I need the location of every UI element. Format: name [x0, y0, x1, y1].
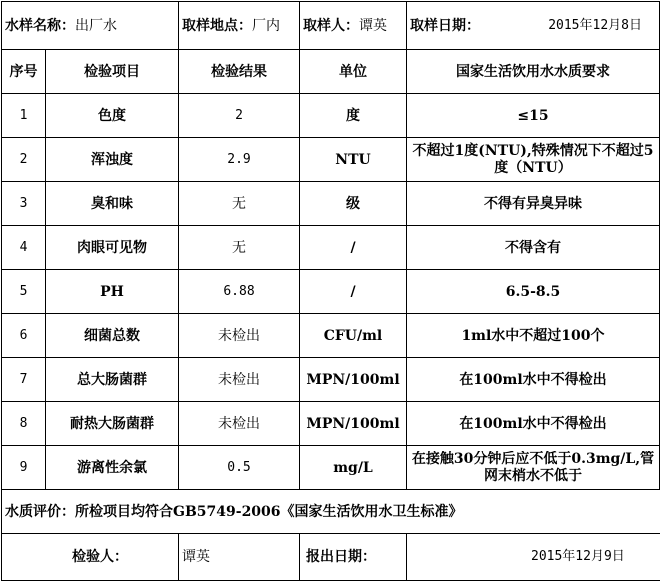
row-standard: 在接触30分钟后应不低于0.3mg/L,管网末梢水不低于 — [411, 450, 655, 484]
row-no: 9 — [2, 446, 46, 490]
row-standard: 不得有异臭异味 — [407, 182, 660, 226]
row-standard: 不超过1度(NTU),特殊情况下不超过5度（NTU） — [407, 138, 660, 182]
row-standard: ≤15 — [407, 94, 660, 138]
table-row — [2, 226, 660, 270]
row-result: 2 — [179, 94, 300, 138]
header-row — [2, 2, 660, 50]
row-standard-cell — [407, 446, 660, 490]
location-value: 厂内 — [252, 17, 280, 34]
row-item: 肉眼可见物 — [46, 226, 179, 270]
table-row — [2, 94, 660, 138]
table-row — [2, 314, 660, 358]
inspector-label: 检验人： — [2, 534, 179, 581]
report-date-value: 2015年12月9日 — [407, 534, 660, 581]
row-item: 总大肠菌群 — [46, 358, 179, 402]
report-table — [1, 1, 660, 581]
sample-name-cell — [2, 2, 179, 50]
row-no: 3 — [2, 182, 46, 226]
row-unit: MPN/100ml — [300, 358, 407, 402]
row-unit: NTU — [300, 138, 407, 182]
row-unit: 级 — [300, 182, 407, 226]
location-cell — [179, 2, 300, 50]
col-standard: 国家生活饮用水水质要求 — [407, 50, 660, 94]
row-result: 未检出 — [179, 358, 300, 402]
row-no: 7 — [2, 358, 46, 402]
table-row — [2, 446, 660, 490]
row-item: 游离性余氯 — [46, 446, 179, 490]
row-item: 臭和味 — [46, 182, 179, 226]
col-unit: 单位 — [300, 50, 407, 94]
row-result: 无 — [179, 182, 300, 226]
row-result: 未检出 — [179, 402, 300, 446]
table-row — [2, 358, 660, 402]
evaluation-text: 水质评价：所检项目均符合GB5749-2006《国家生活饮用水卫生标准》 — [2, 490, 660, 534]
row-no: 2 — [2, 138, 46, 182]
evaluation-row — [2, 490, 660, 534]
row-item: PH — [46, 270, 179, 314]
row-item: 浑浊度 — [46, 138, 179, 182]
col-item: 检验项目 — [46, 50, 179, 94]
row-result: 6.88 — [179, 270, 300, 314]
sample-name-value: 出厂水 — [75, 17, 117, 34]
row-unit: CFU/ml — [300, 314, 407, 358]
row-unit: mg/L — [300, 446, 407, 490]
row-standard: 在100ml水中不得检出 — [407, 358, 660, 402]
row-result: 无 — [179, 226, 300, 270]
col-result: 检验结果 — [179, 50, 300, 94]
location-label: 取样地点： — [182, 17, 252, 34]
row-result: 2.9 — [179, 138, 300, 182]
table-row — [2, 182, 660, 226]
row-no: 1 — [2, 94, 46, 138]
row-result: 0.5 — [179, 446, 300, 490]
report-date-label: 报出日期： — [300, 534, 407, 581]
row-standard: 不得含有 — [407, 226, 660, 270]
sample-date-value: 2015年12月8日 — [548, 17, 642, 33]
row-no: 8 — [2, 402, 46, 446]
sample-date-label: 取样日期： — [410, 17, 480, 34]
sampler-cell — [300, 2, 407, 50]
row-unit: / — [300, 270, 407, 314]
row-standard: 1ml水中不超过100个 — [407, 314, 660, 358]
footer-row — [2, 534, 660, 581]
row-item: 色度 — [46, 94, 179, 138]
row-item: 耐热大肠菌群 — [46, 402, 179, 446]
row-no: 5 — [2, 270, 46, 314]
row-unit: / — [300, 226, 407, 270]
table-row — [2, 402, 660, 446]
col-no: 序号 — [2, 50, 46, 94]
row-no: 6 — [2, 314, 46, 358]
row-item: 细菌总数 — [46, 314, 179, 358]
column-header-row — [2, 50, 660, 94]
table-row — [2, 138, 660, 182]
sample-name-label: 水样名称： — [5, 17, 75, 34]
row-no: 4 — [2, 226, 46, 270]
sampler-value: 谭英 — [359, 17, 387, 34]
row-unit: 度 — [300, 94, 407, 138]
sampler-label: 取样人： — [303, 17, 359, 34]
row-standard: 在100ml水中不得检出 — [407, 402, 660, 446]
inspector-value: 谭英 — [179, 534, 300, 581]
table-row — [2, 270, 660, 314]
row-standard: 6.5-8.5 — [407, 270, 660, 314]
sample-date-cell — [407, 2, 660, 50]
row-unit: MPN/100ml — [300, 402, 407, 446]
row-result: 未检出 — [179, 314, 300, 358]
